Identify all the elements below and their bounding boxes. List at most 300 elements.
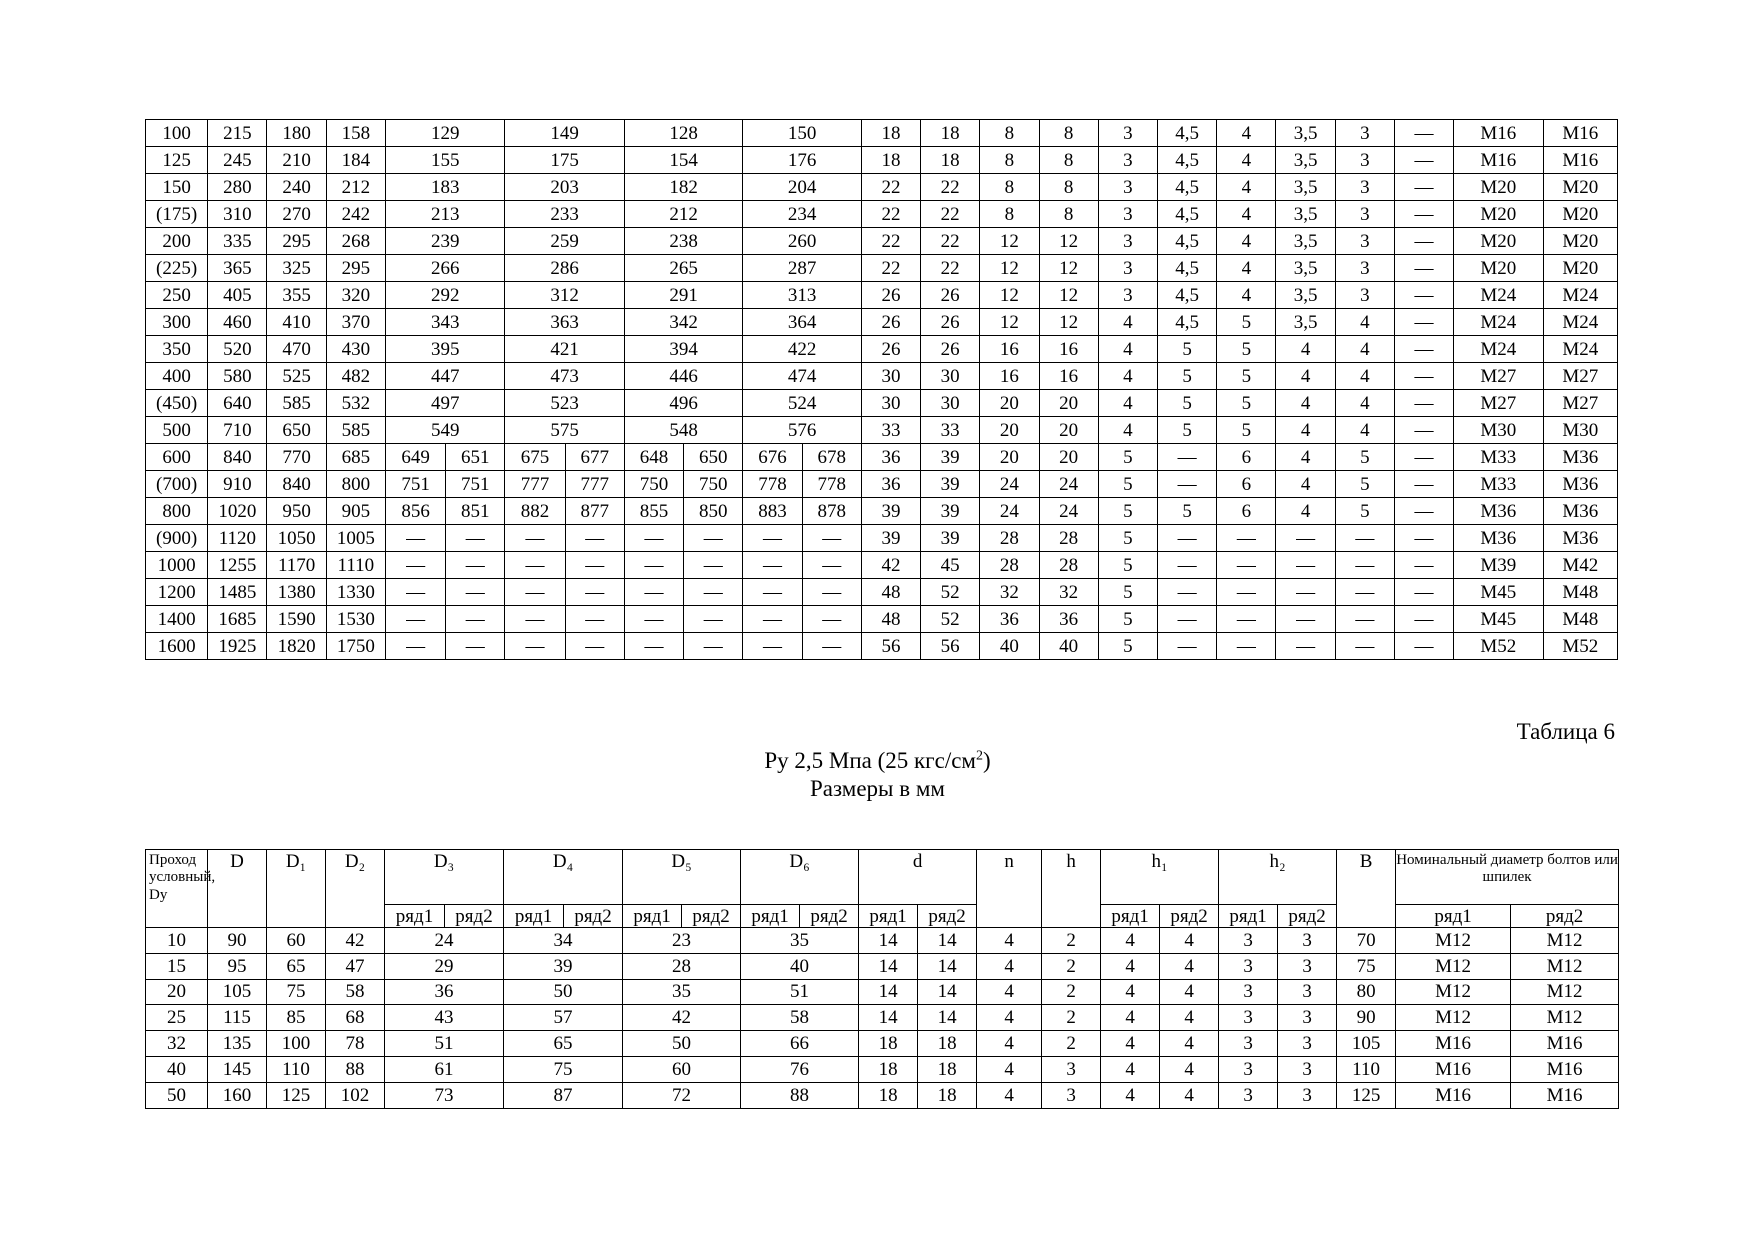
- table-cell: 8: [1039, 147, 1098, 174]
- table-cell: 182: [624, 174, 742, 201]
- table-cell: 950: [267, 498, 326, 525]
- table-row: [146, 525, 1618, 552]
- table-cell: 39: [861, 525, 920, 552]
- table-cell: 5: [1335, 498, 1394, 525]
- table-cell: М27: [1543, 390, 1617, 417]
- table-cell: —: [446, 579, 505, 606]
- table-cell: 33: [921, 417, 980, 444]
- table-cell: 678: [802, 444, 861, 471]
- subheader-row2: ряд2: [800, 905, 859, 928]
- table-cell: 295: [326, 255, 385, 282]
- table-cell: 88: [741, 1082, 859, 1108]
- table-cell: 90: [1337, 1005, 1396, 1031]
- table-cell: 4: [1098, 417, 1157, 444]
- table-cell: 48: [861, 579, 920, 606]
- table-cell: 8: [980, 147, 1039, 174]
- table-cell: М16: [1396, 1031, 1511, 1057]
- table-cell: 430: [326, 336, 385, 363]
- table-cell: —: [802, 633, 861, 660]
- table-cell: 4: [977, 928, 1042, 954]
- table-cell: 2: [1042, 1005, 1101, 1031]
- table-cell: —: [1158, 525, 1217, 552]
- table-cell: М36: [1543, 498, 1617, 525]
- table-cell: —: [505, 606, 565, 633]
- table-row: [146, 928, 1619, 954]
- table-cell: —: [624, 552, 683, 579]
- table-cell: 135: [208, 1031, 267, 1057]
- table-cell: 18: [861, 147, 920, 174]
- header-d5: D₅: [623, 850, 741, 905]
- upper-dimensions-table: [145, 119, 1618, 660]
- table-cell: 343: [385, 309, 504, 336]
- table-cell: 1685: [208, 606, 267, 633]
- table-cell: 128: [624, 120, 742, 147]
- table-cell: 3: [1098, 147, 1157, 174]
- table-cell: —: [684, 606, 743, 633]
- table-cell: 24: [385, 928, 504, 954]
- table-cell: —: [1335, 525, 1394, 552]
- table-cell: 1530: [326, 606, 385, 633]
- table-cell: 14: [918, 953, 977, 979]
- table-cell: 1330: [326, 579, 385, 606]
- table-cell: 239: [385, 228, 504, 255]
- table-cell: 35: [741, 928, 859, 954]
- table-cell: 5: [1217, 309, 1276, 336]
- table-cell: 65: [267, 953, 326, 979]
- table-cell: 295: [267, 228, 326, 255]
- table-cell: —: [1394, 147, 1453, 174]
- table-cell: 4: [977, 979, 1042, 1005]
- table-cell: 800: [146, 498, 208, 525]
- table-cell: —: [1335, 579, 1394, 606]
- table-cell: 100: [146, 120, 208, 147]
- table-cell: 18: [859, 1056, 918, 1082]
- table-cell: М27: [1543, 363, 1617, 390]
- table-cell: —: [505, 525, 565, 552]
- table-cell: 73: [385, 1082, 504, 1108]
- table-cell: 4,5: [1158, 147, 1217, 174]
- table-cell: 6: [1217, 444, 1276, 471]
- table-cell: 3,5: [1276, 147, 1335, 174]
- table-cell: 105: [1337, 1031, 1396, 1057]
- table-cell: 259: [505, 228, 624, 255]
- table-cell: 42: [326, 928, 385, 954]
- table-cell: 14: [918, 979, 977, 1005]
- table-cell: 95: [208, 953, 267, 979]
- table-cell: 70: [1337, 928, 1396, 954]
- table-cell: (900): [146, 525, 208, 552]
- table-cell: 395: [385, 336, 504, 363]
- table-cell: 26: [861, 336, 920, 363]
- table-cell: 40: [741, 953, 859, 979]
- table-cell: 36: [980, 606, 1039, 633]
- table-cell: 3: [1098, 282, 1157, 309]
- table-cell: 4,5: [1158, 228, 1217, 255]
- table-cell: —: [1217, 633, 1276, 660]
- table-cell: 496: [624, 390, 742, 417]
- table-cell: М45: [1454, 606, 1543, 633]
- table-cell: 4: [1217, 282, 1276, 309]
- table-cell: —: [505, 633, 565, 660]
- table-cell: 39: [504, 953, 623, 979]
- table-cell: 363: [505, 309, 624, 336]
- table-cell: 335: [208, 228, 267, 255]
- table-cell: —: [1394, 471, 1453, 498]
- table-cell: М20: [1543, 255, 1617, 282]
- table-cell: 447: [385, 363, 504, 390]
- table-cell: М16: [1396, 1082, 1511, 1108]
- table-cell: —: [802, 552, 861, 579]
- header-n: n: [977, 850, 1042, 928]
- table-cell: М36: [1543, 444, 1617, 471]
- table-cell: 87: [504, 1082, 623, 1108]
- table-row: [146, 633, 1618, 660]
- table-cell: —: [385, 552, 445, 579]
- table-cell: 12: [1039, 282, 1098, 309]
- table-cell: 18: [921, 120, 980, 147]
- table-cell: 1005: [326, 525, 385, 552]
- table-cell: 66: [741, 1031, 859, 1057]
- table-cell: 75: [267, 979, 326, 1005]
- header-b: B: [1337, 850, 1396, 928]
- table-cell: 4: [1217, 201, 1276, 228]
- header-d: D: [208, 850, 267, 928]
- table-cell: 6: [1217, 471, 1276, 498]
- table-cell: 45: [921, 552, 980, 579]
- table-cell: 5: [1217, 336, 1276, 363]
- table-cell: 576: [743, 417, 861, 444]
- table-cell: 40: [980, 633, 1039, 660]
- table-cell: 75: [504, 1056, 623, 1082]
- table-cell: —: [743, 525, 802, 552]
- table-cell: 4: [1160, 928, 1219, 954]
- table-cell: 751: [446, 471, 505, 498]
- table-cell: 878: [802, 498, 861, 525]
- table-cell: 18: [918, 1031, 977, 1057]
- subheader-row1: ряд1: [859, 905, 918, 928]
- table-cell: 750: [624, 471, 683, 498]
- table-cell: 1820: [267, 633, 326, 660]
- table-cell: 446: [624, 363, 742, 390]
- table-cell: 365: [208, 255, 267, 282]
- table-cell: 1925: [208, 633, 267, 660]
- table-cell: 4: [1098, 390, 1157, 417]
- table-cell: 85: [267, 1005, 326, 1031]
- table-cell: 4: [1101, 1005, 1160, 1031]
- table-cell: 50: [504, 979, 623, 1005]
- table-cell: 10: [146, 928, 208, 954]
- table-row: [146, 201, 1618, 228]
- table-subtitle: Размеры в мм: [810, 776, 945, 801]
- table-cell: 150: [743, 120, 861, 147]
- table-cell: —: [565, 525, 624, 552]
- table-cell: 20: [1039, 417, 1098, 444]
- table-cell: 36: [861, 444, 920, 471]
- table-row: [146, 1082, 1619, 1108]
- table-cell: 105: [208, 979, 267, 1005]
- table-cell: —: [565, 606, 624, 633]
- table-cell: —: [1394, 309, 1453, 336]
- table-cell: М20: [1543, 201, 1617, 228]
- table-cell: 3: [1042, 1056, 1101, 1082]
- table-cell: 28: [1039, 525, 1098, 552]
- table-cell: М30: [1454, 417, 1543, 444]
- table-cell: 3: [1278, 928, 1337, 954]
- table-cell: 4: [977, 953, 1042, 979]
- table-cell: —: [1335, 633, 1394, 660]
- table-cell: —: [1394, 579, 1453, 606]
- table-cell: 310: [208, 201, 267, 228]
- table-cell: М42: [1543, 552, 1617, 579]
- table-cell: 35: [623, 979, 741, 1005]
- table-cell: 176: [743, 147, 861, 174]
- table-cell: —: [446, 552, 505, 579]
- table-row: [146, 228, 1618, 255]
- table-cell: 36: [1039, 606, 1098, 633]
- table-cell: —: [1394, 525, 1453, 552]
- table-cell: 265: [624, 255, 742, 282]
- table-cell: 26: [921, 336, 980, 363]
- table-cell: 65: [504, 1031, 623, 1057]
- table-cell: 4,5: [1158, 174, 1217, 201]
- table-cell: 4: [977, 1056, 1042, 1082]
- table-cell: 78: [326, 1031, 385, 1057]
- table-cell: 3: [1278, 1031, 1337, 1057]
- table-cell: 5: [1098, 525, 1157, 552]
- table-cell: 125: [146, 147, 208, 174]
- subheader-row2: ряд2: [918, 905, 977, 928]
- table-cell: 497: [385, 390, 504, 417]
- table-cell: 300: [146, 309, 208, 336]
- table-cell: 4: [1101, 1082, 1160, 1108]
- table-cell: 751: [385, 471, 445, 498]
- table-cell: 14: [918, 1005, 977, 1031]
- table-cell: 180: [267, 120, 326, 147]
- table-cell: 16: [1039, 336, 1098, 363]
- table-cell: 42: [623, 1005, 741, 1031]
- table-cell: 5: [1158, 498, 1217, 525]
- table-cell: 4: [1098, 309, 1157, 336]
- table-cell: 68: [326, 1005, 385, 1031]
- table-cell: М16: [1543, 147, 1617, 174]
- table-cell: (225): [146, 255, 208, 282]
- table-row: [146, 444, 1618, 471]
- table-cell: 1020: [208, 498, 267, 525]
- table-cell: 3: [1278, 1056, 1337, 1082]
- table-cell: 20: [1039, 444, 1098, 471]
- table-cell: —: [684, 525, 743, 552]
- table-cell: 4: [1098, 363, 1157, 390]
- table-cell: 4: [1276, 498, 1335, 525]
- table-cell: 20: [146, 979, 208, 1005]
- table-cell: 3: [1098, 120, 1157, 147]
- header-d3: D₃: [385, 850, 504, 905]
- table-cell: 28: [623, 953, 741, 979]
- table-cell: 500: [146, 417, 208, 444]
- table-cell: 585: [326, 417, 385, 444]
- table-cell: 778: [743, 471, 802, 498]
- table-cell: 26: [861, 282, 920, 309]
- table-cell: 280: [208, 174, 267, 201]
- table-cell: 26: [861, 309, 920, 336]
- table-cell: 24: [980, 498, 1039, 525]
- table-cell: 39: [921, 471, 980, 498]
- table-cell: 1255: [208, 552, 267, 579]
- table-cell: —: [505, 579, 565, 606]
- table-cell: 4: [1101, 1031, 1160, 1057]
- table-cell: 160: [208, 1082, 267, 1108]
- table-cell: 90: [208, 928, 267, 954]
- table-cell: 364: [743, 309, 861, 336]
- table-cell: М16: [1396, 1056, 1511, 1082]
- table-cell: 286: [505, 255, 624, 282]
- table-cell: 3: [1098, 228, 1157, 255]
- table-cell: 12: [1039, 228, 1098, 255]
- table-cell: —: [1276, 552, 1335, 579]
- table-cell: 4: [1160, 953, 1219, 979]
- table-row: [146, 282, 1618, 309]
- table-cell: 5: [1217, 417, 1276, 444]
- table-cell: 242: [326, 201, 385, 228]
- table-cell: 422: [743, 336, 861, 363]
- table-cell: 460: [208, 309, 267, 336]
- table-cell: 3: [1278, 979, 1337, 1005]
- table-cell: 16: [980, 336, 1039, 363]
- table-row: [146, 255, 1618, 282]
- table-cell: 32: [980, 579, 1039, 606]
- table-cell: М20: [1454, 201, 1543, 228]
- table-cell: —: [743, 633, 802, 660]
- table-cell: 840: [267, 471, 326, 498]
- table-cell: 523: [505, 390, 624, 417]
- table-cell: 4: [1160, 1056, 1219, 1082]
- table-cell: М48: [1543, 579, 1617, 606]
- table-cell: 3,5: [1276, 309, 1335, 336]
- table-cell: —: [446, 633, 505, 660]
- table-cell: 4: [1101, 953, 1160, 979]
- table-cell: 649: [385, 444, 445, 471]
- subheader-row1: ряд1: [385, 905, 445, 928]
- table-cell: 233: [505, 201, 624, 228]
- table-cell: —: [1158, 606, 1217, 633]
- table-cell: 29: [385, 953, 504, 979]
- table-cell: 3: [1219, 953, 1278, 979]
- table-cell: —: [1394, 390, 1453, 417]
- table-cell: 88: [326, 1056, 385, 1082]
- table-cell: 342: [624, 309, 742, 336]
- table-cell: 22: [921, 201, 980, 228]
- header-h: h: [1042, 850, 1101, 928]
- table-cell: 677: [565, 444, 624, 471]
- table-cell: 4: [1160, 1005, 1219, 1031]
- table-cell: 313: [743, 282, 861, 309]
- table-cell: 8: [1039, 201, 1098, 228]
- table-cell: М16: [1454, 147, 1543, 174]
- table-cell: 26: [921, 309, 980, 336]
- table-cell: 3: [1219, 1031, 1278, 1057]
- subheader-row2: ряд2: [564, 905, 623, 928]
- table-cell: —: [385, 633, 445, 660]
- table-cell: 61: [385, 1056, 504, 1082]
- table-cell: —: [1217, 525, 1276, 552]
- table-cell: 710: [208, 417, 267, 444]
- table-cell: 4: [1276, 417, 1335, 444]
- subheader-row2: ряд2: [1160, 905, 1219, 928]
- table-row: [146, 336, 1618, 363]
- table-cell: 125: [267, 1082, 326, 1108]
- header-d6: D₆: [741, 850, 859, 905]
- table-cell: 204: [743, 174, 861, 201]
- table-cell: —: [1394, 201, 1453, 228]
- table-cell: 5: [1158, 336, 1217, 363]
- table-cell: 18: [918, 1056, 977, 1082]
- subheader-row2: ряд2: [445, 905, 504, 928]
- table-cell: 51: [385, 1031, 504, 1057]
- table-cell: 1200: [146, 579, 208, 606]
- table-cell: М20: [1454, 228, 1543, 255]
- table-cell: 1000: [146, 552, 208, 579]
- table-cell: 110: [1337, 1056, 1396, 1082]
- table-cell: 12: [1039, 255, 1098, 282]
- table-cell: —: [1276, 606, 1335, 633]
- table-cell: —: [802, 606, 861, 633]
- table-cell: 30: [921, 390, 980, 417]
- table-cell: 18: [859, 1031, 918, 1057]
- subheader-row1: ряд1: [741, 905, 800, 928]
- subheader-row1: ряд1: [623, 905, 682, 928]
- table-cell: —: [1394, 282, 1453, 309]
- table-cell: 30: [921, 363, 980, 390]
- table-cell: —: [802, 525, 861, 552]
- table-cell: —: [684, 579, 743, 606]
- table-cell: М16: [1454, 120, 1543, 147]
- header-d2: D₂: [326, 850, 385, 928]
- table-cell: 52: [921, 579, 980, 606]
- table-cell: 75: [1337, 953, 1396, 979]
- table-cell: 525: [267, 363, 326, 390]
- table-row: [146, 120, 1618, 147]
- table-cell: 3: [1219, 1005, 1278, 1031]
- table-cell: 3: [1098, 174, 1157, 201]
- header-dd: d: [859, 850, 977, 905]
- table-cell: 3: [1335, 120, 1394, 147]
- table-cell: 3: [1335, 282, 1394, 309]
- table-cell: 26: [921, 282, 980, 309]
- table-cell: М12: [1396, 953, 1511, 979]
- table-cell: 905: [326, 498, 385, 525]
- table-cell: 1600: [146, 633, 208, 660]
- table-cell: 32: [146, 1031, 208, 1057]
- table-cell: М16: [1511, 1031, 1619, 1057]
- table-cell: М12: [1396, 1005, 1511, 1031]
- table-row: [146, 363, 1618, 390]
- table-cell: 3: [1219, 1082, 1278, 1108]
- table-cell: 51: [741, 979, 859, 1005]
- table-cell: 28: [980, 552, 1039, 579]
- table-cell: 245: [208, 147, 267, 174]
- subheader-row2: ряд2: [1278, 905, 1337, 928]
- subheader-row1: ряд1: [504, 905, 564, 928]
- table-cell: 23: [623, 928, 741, 954]
- table-cell: М33: [1454, 444, 1543, 471]
- table-cell: 350: [146, 336, 208, 363]
- table-cell: 36: [861, 471, 920, 498]
- table-cell: 22: [921, 228, 980, 255]
- subheader-row1: ряд1: [1101, 905, 1160, 928]
- table-cell: 39: [861, 498, 920, 525]
- table-cell: 650: [684, 444, 743, 471]
- table-cell: 30: [861, 390, 920, 417]
